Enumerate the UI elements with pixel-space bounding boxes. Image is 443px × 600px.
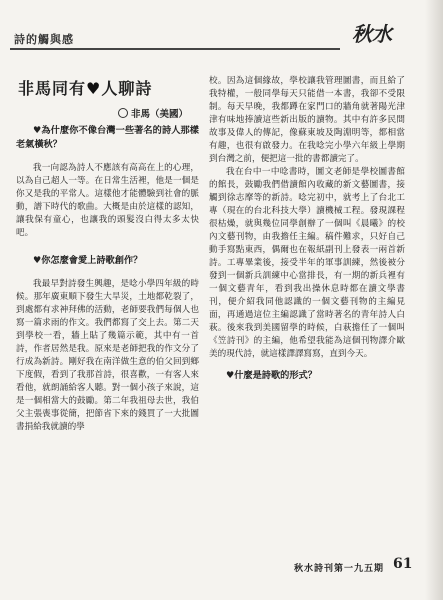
question-2: ♥你怎麼會愛上詩歌創作？ (33, 255, 143, 266)
page-edge-shadow (425, 0, 443, 600)
title-part-2: 人聊詩 (101, 79, 153, 98)
section-title: 詩的觸與感 (14, 33, 74, 46)
left-column (16, 124, 199, 434)
issue-footer: 秋水詩刊第一九五期 (294, 564, 385, 574)
answer-2: 我最早對詩發生興趣，是唸小學四年級的時候。那年廣東順下發生大旱災，土地都乾裂了，到處都有求神拜佛的活動，老師要我們每個人也寫一篇求雨的作文。我們都寫了交上去。第二天到學校一看，牆上貼了幾篇示範，其中有一首詩，作者居然是我。原來是老師把我的作文分了行成為新詩。剛好我在南洋做生意的伯父回到鄉下度假，看到了我那首詩，很喜歡，一有客人來看他，就朗誦給客人聽。對一個小孩子來說，這是一個相當大的鼓勵。第二年我祖母去世，我伯父主張喪事從簡，把節省下來的錢買了一大批圖書捐給我就讀的學 (16, 279, 199, 432)
spacer (16, 268, 199, 278)
right-column (209, 75, 405, 383)
title-part-1: 非馬同有 (18, 79, 87, 98)
circle-bullet-icon (118, 108, 128, 118)
page-number: 61 (393, 556, 413, 572)
answer-1: 我一向認為詩人不應該有高高在上的心理，以為自己超人一等。在日常生活裡，他是一個是你又是我的平常人。這樣他才能體驗到社會的脈動，譜下時代的歌曲。大概是由於這樣的認知，讓我保有童心，也讓我的頭髮沒白得太多太快吧。 (16, 163, 199, 238)
paragraph-continued: 校。因為這個緣故，學校讓我管理圖書，而且給了我特權，一般同學每天只能借一本書，我卻不受限制。每天早晚，我都蹲在家門口的牆角就著陽光津津有味地捧讀這些新出版的讀物。其中有許多民間故事及偉人的傳記，像蘇東坡及陶淵明等，都相當有趣，也很有啟發力。在我唸完小學六年級上學期到台灣之前，便把這一批的書都讀完了。 (209, 76, 405, 164)
question-3: ♥什麼是詩歌的形式？ (226, 370, 317, 381)
question-1: ♥為什麼你不像台灣一些著名的詩人那樣老氣橫秋？ (16, 125, 199, 150)
spacer (16, 152, 199, 162)
byline (118, 106, 188, 120)
article-title (18, 76, 152, 99)
spacer (16, 240, 199, 254)
header-rule (10, 48, 340, 50)
author-name: 非馬（美國） (131, 109, 189, 120)
magazine-logo: 秋水 (352, 22, 392, 46)
heart-icon: ♥ (86, 79, 102, 98)
paragraph-2: 我在台中一中唸書時，圖文老師是學校圖書館的館長，鼓勵我們借讀館內收藏的新文藝圖書，接觸到徐志摩等的新詩。唸完初中，就考上了台北工專（現在的台北科技大學）讀機械工程。發現課程很枯燥，就與幾位同學創辦了一個叫《晨曦》的校內文藝刊物，由我擔任主編。稿件難求，只好自己動手寫點東西，偶爾也在報紙副刊上發表一兩首新詩。工專畢業後，接受半年的軍事訓練，然後被分發到一個新兵訓練中心當排長，有一期的新兵裡有一個文藝青年，看到我出操休息時都在讀文學書刊，便介紹我同他認識的一個文藝刊物的主編見面，再通過這位主編認識了當時著名的青年詩人白萩。後來我到美國留學的時候，白萩擔任了一個叫《笠詩刊》的主編，他希望我能為這個刊物譯介歐美的現代詩，就這樣譯譯寫寫，直到今天。 (209, 167, 405, 359)
spacer (209, 361, 405, 369)
